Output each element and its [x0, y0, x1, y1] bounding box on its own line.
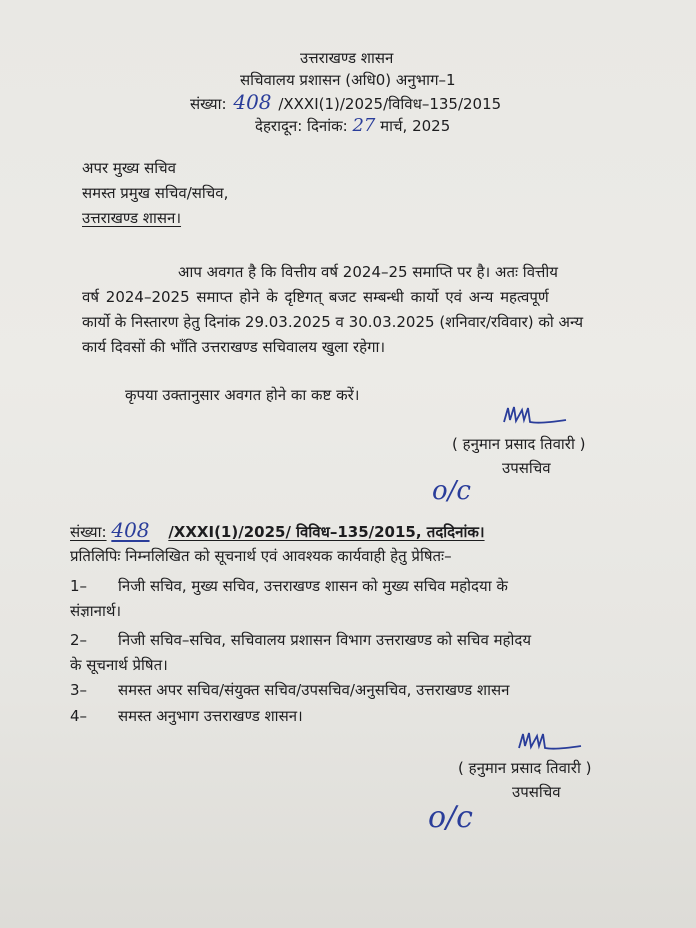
copy-number-rest: /XXXI(1)/2025/ विविध–135/2015, तददिनांक।: [168, 523, 485, 541]
letter-number: [190, 92, 501, 114]
letter-date-suffix: मार्च, 2025: [380, 117, 451, 135]
letter-number-label: संख्या:: [190, 95, 227, 113]
copy-item-3-num: 3–: [70, 681, 88, 699]
signature-1-note: o/c: [432, 476, 471, 506]
copy-number-handwritten: 408: [111, 518, 150, 542]
body-request: कृपया उक्तानुसार अवगत होने का कष्ट करें।: [125, 386, 360, 404]
signature-2-designation: उपसचिव: [512, 783, 561, 801]
copy-item-3-line-1: समस्त अपर सचिव/संयुक्त सचिव/उपसचिव/अनुसचिव, उत्तराखण्ड शासन: [118, 681, 510, 699]
body-line-1: आप अवगत है कि वित्तीय वर्ष 2024–25 समाप्ति पर है। अतः वित्तीय: [178, 263, 558, 281]
header-government: उत्तराखण्ड शासन: [300, 49, 394, 67]
letter-number-rest: /XXXI(1)/2025/विविध–135/2015: [278, 95, 502, 113]
copy-intro: प्रतिलिपिः निम्नलिखित को सूचनार्थ एवं आवश्यक कार्यवाही हेतु प्रेषितः–: [70, 547, 452, 565]
recipient-line-1: अपर मुख्य सचिव: [82, 159, 176, 177]
recipient-line-2: समस्त प्रमुख सचिव/सचिव,: [82, 184, 229, 202]
copy-item-1-line-2: संज्ञानार्थ।: [70, 602, 122, 620]
signature-1-name: ( हनुमान प्रसाद तिवारी ): [452, 435, 586, 453]
copy-item-4-line-1: समस्त अनुभाग उत्तराखण्ड शासन।: [118, 707, 303, 725]
letter-number-handwritten: 408: [233, 90, 272, 114]
copy-item-2-line-1: निजी सचिव–सचिव, सचिवालय प्रशासन विभाग उत्तराखण्ड को सचिव महोदय: [118, 631, 532, 649]
letter-date-handwritten: 27: [352, 115, 376, 136]
body-line-4: कार्य दिवसों की भाँति उत्तराखण्ड सचिवालय खुला रहेगा।: [82, 338, 386, 356]
body-line-2: वर्ष 2024–2025 समाप्त होने के दृष्टिगत् बजट सम्बन्धी कार्यो एवं अन्य महत्वपूर्ण: [82, 288, 549, 306]
header-department: सचिवालय प्रशासन (अधि0) अनुभाग–1: [240, 71, 456, 89]
copy-item-2-line-2: के सूचनार्थ प्रेषित।: [70, 656, 168, 674]
copy-item-2-num: 2–: [70, 631, 88, 649]
body-line-3: कार्यो के निस्तारण हेतु दिनांक 29.03.2025 व 30.03.2025 (शनिवार/रविवार) को अन्य: [82, 313, 584, 331]
copy-number-label: संख्या:: [70, 523, 107, 541]
copy-item-1-line-1: निजी सचिव, मुख्य सचिव, उत्तराखण्ड शासन को मुख्य सचिव महोदया के: [118, 577, 508, 595]
copy-number: [70, 520, 485, 542]
signature-1-scribble: [500, 402, 570, 428]
signature-2-name: ( हनुमान प्रसाद तिवारी ): [458, 759, 592, 777]
signature-2-note: o/c: [428, 800, 473, 835]
signature-2-scribble: [515, 728, 585, 754]
signature-1-designation: उपसचिव: [502, 459, 551, 477]
copy-item-1-num: 1–: [70, 577, 88, 595]
letter-date-prefix: देहरादून: दिनांक:: [255, 117, 348, 135]
recipient-line-3: उत्तराखण्ड शासन।: [82, 209, 182, 227]
copy-item-4-num: 4–: [70, 707, 88, 725]
letter-date: [255, 116, 450, 136]
